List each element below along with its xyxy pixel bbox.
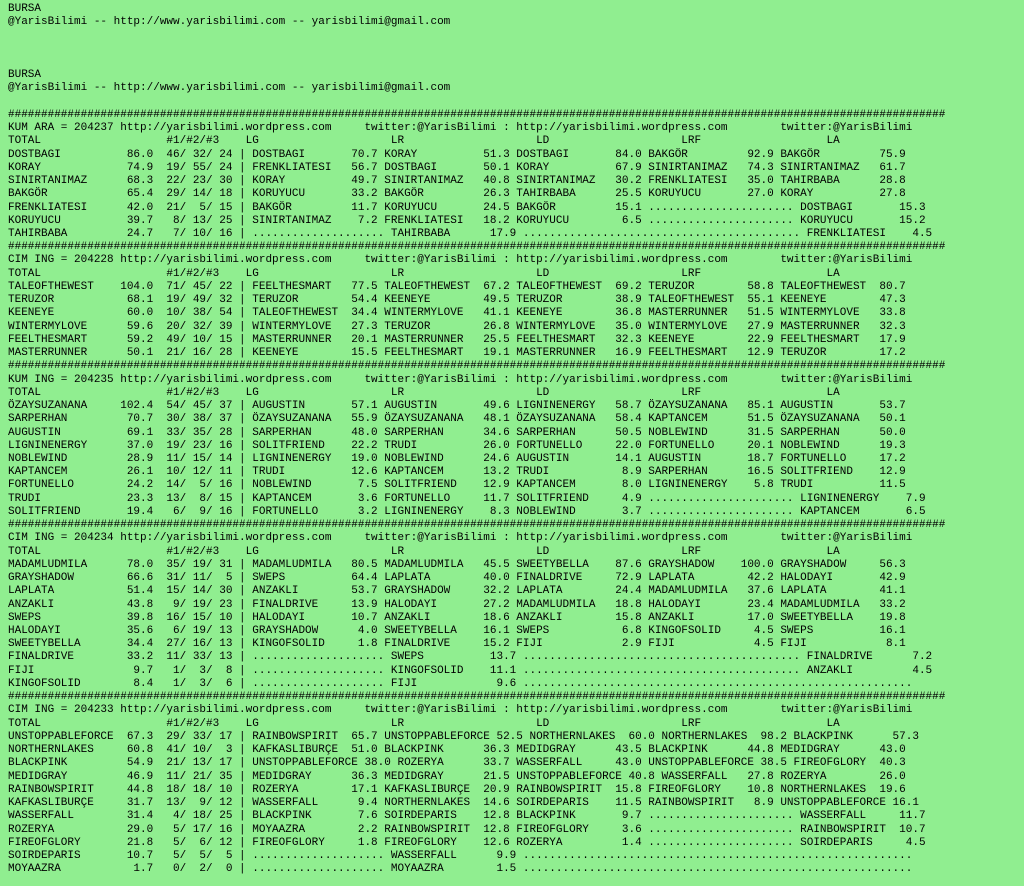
result-row: ÖZAYSUZANANA 102.4 54/ 45/ 37 | AUGUSTIN 57.1 AUGUSTIN 49.6 LIGNINENERGY 58.7 ÖZAYSUZANANA 85.1 AUGUSTIN 53.7 [8,400,906,413]
blank-line [8,96,945,109]
blank-line [8,56,945,69]
result-row: KEENEYE 60.0 10/ 38/ 54 | TALEOFTHEWEST 34.4 WINTERMYLOVE 41.1 KEENEYE 36.8 MASTERRUNNER 51.5 WINTERMYLOVE 33.8 [8,307,906,320]
result-row: KORAY 74.9 19/ 55/ 24 | FRENKLIATESI 56.7 DOSTBAGI 50.1 KORAY 67.9 SINIRTANIMAZ 74.3 SINIRTANIMAZ 61.7 [8,161,906,174]
text-line: BURSA [8,3,42,15]
section-separator: ############################################################################################################################################## [8,691,946,704]
result-row: FIREOFGLORY 21.8 5/ 6/ 12 | FIREOFGLORY 1.8 FIREOFGLORY 12.6 ROZERYA 1.4 ...................... SOIRDEPARIS 4.5 [8,836,926,849]
result-row: DOSTBAGI 86.0 46/ 32/ 24 | DOSTBAGI 70.7 KORAY 51.3 DOSTBAGI 84.0 BAKGÖR 92.9 BAKGÖR 75.9 [8,148,906,161]
blank-line [8,43,945,56]
section-separator: ############################################################################################################################################## [8,519,946,532]
result-row: SARPERHAN 70.7 30/ 38/ 37 | ÖZAYSUZANANA 55.9 ÖZAYSUZANANA 48.1 ÖZAYSUZANANA 58.4 KAPTANCEM 51.5 ÖZAYSUZANANA 50.1 [8,413,906,426]
result-row: GRAYSHADOW 66.6 31/ 11/ 5 | SWEPS 64.4 LAPLATA 40.0 FINALDRIVE 72.9 LAPLATA 42.2 HALODAYI 42.9 [8,572,906,585]
column-header-row: TOTAL #1/#2/#3 LG LR LD LRF LA [8,717,840,730]
result-row: SOLITFRIEND 19.4 6/ 9/ 16 | FORTUNELLO 3.2 LIGNINENERGY 8.3 NOBLEWIND 3.7 ...................... KAPTANCEM 6.5 [8,505,926,518]
result-row: KINGOFSOLID 8.4 1/ 3/ 6 | .................... FIJI 9.6 ........................................................... [8,677,913,690]
result-row: MADAMLUDMILA 78.0 35/ 19/ 31 | MADAMLUDMILA 80.5 MADAMLUDMILA 45.5 SWEETYBELLA 87.6 GRAYSHADOW 100.0 GRAYSHADOW 56.3 [8,558,906,571]
result-row: FORTUNELLO 24.2 14/ 5/ 16 | NOBLEWIND 7.5 SOLITFRIEND 12.9 KAPTANCEM 8.0 LIGNINENERGY 5.8 TRUDI 11.5 [8,479,906,492]
race-header: CIM ING = 204233 http://yarisbilimi.wordpress.com twitter:@YarisBilimi : http://yarisbilimi.wordpress.com twitter:@YarisBilimi [8,704,913,717]
race-header: CIM ING = 204228 http://yarisbilimi.wordpress.com twitter:@YarisBilimi : http://yarisbilimi.wordpress.com twitter:@YarisBilimi [8,254,913,267]
text-line: @YarisBilimi -- http://www.yarisbilimi.com -- yarisbilimi@gmail.com [8,82,451,95]
race-header: KUM ARA = 204237 http://yarisbilimi.wordpress.com twitter:@YarisBilimi : http://yarisbilimi.wordpress.com twitter:@YarisBilimi [8,122,913,135]
result-row: BLACKPINK 54.9 21/ 13/ 17 | UNSTOPPABLEFORCE 38.0 ROZERYA 33.7 WASSERFALL 43.0 UNSTOPPABLEFORCE 38.5 FIREOFGLORY 40.3 [8,757,906,770]
race-header: KUM ING = 204235 http://yarisbilimi.wordpress.com twitter:@YarisBilimi : http://yarisbilimi.wordpress.com twitter:@YarisBilimi [8,373,913,386]
result-row: MOYAAZRA 1.7 0/ 2/ 0 | .................... MOYAAZRA 1.5 ........................................................... [8,863,913,876]
result-row: TALEOFTHEWEST 104.0 71/ 45/ 22 | FEELTHESMART 77.5 TALEOFTHEWEST 67.2 TALEOFTHEWEST 69.2 TERUZOR 58.8 TALEOFTHEWEST 80.7 [8,280,906,293]
result-row: UNSTOPPABLEFORCE 67.3 29/ 33/ 17 | RAINBOWSPIRIT 65.7 UNSTOPPABLEFORCE 52.5 NORTHERNLAKES 60.0 NORTHERNLAKES 98.2 BLACKPINK 57.3 [8,730,919,743]
text-line: @YarisBilimi -- http://www.yarisbilimi.com -- yarisbilimi@gmail.com [8,16,451,29]
column-header-row: TOTAL #1/#2/#3 LG LR LD LRF LA [8,386,840,399]
result-row: RAINBOWSPIRIT 44.8 18/ 18/ 10 | ROZERYA 17.1 KAFKASLIBURÇE 20.9 RAINBOWSPIRIT 15.8 FIREOFGLORY 10.8 NORTHERNLAKES 19.6 [8,783,906,796]
column-header-row: TOTAL #1/#2/#3 LG LR LD LRF LA [8,267,840,280]
result-row: MASTERRUNNER 50.1 21/ 16/ 28 | KEENEYE 15.5 FEELTHESMART 19.1 MASTERRUNNER 16.9 FEELTHESMART 12.9 TERUZOR 17.2 [8,347,906,360]
result-row: NORTHERNLAKES 60.8 41/ 10/ 3 | KAFKASLIBURÇE 51.0 BLACKPINK 36.3 MEDIDGRAY 43.5 BLACKPINK 44.8 MEDIDGRAY 43.0 [8,744,906,757]
result-row: FEELTHESMART 59.2 49/ 10/ 15 | MASTERRUNNER 20.1 MASTERRUNNER 25.5 FEELTHESMART 32.3 KEENEYE 22.9 FEELTHESMART 17.9 [8,333,906,346]
section-separator: ############################################################################################################################################## [8,241,946,254]
section-separator: ############################################################################################################################################## [8,108,946,121]
result-row: TRUDI 23.3 13/ 8/ 15 | KAPTANCEM 3.6 FORTUNELLO 11.7 SOLITFRIEND 4.9 ...................... LIGNINENERGY 7.9 [8,492,926,505]
result-row: AUGUSTIN 69.1 33/ 35/ 28 | SARPERHAN 48.0 SARPERHAN 34.6 SARPERHAN 50.5 NOBLEWIND 31.5 SARPERHAN 50.0 [8,426,906,439]
result-row: SOIRDEPARIS 10.7 5/ 5/ 5 | .................... WASSERFALL 9.9 ........................................................... [8,850,913,862]
result-row: SINIRTANIMAZ 68.3 22/ 23/ 30 | KORAY 49.7 SINIRTANIMAZ 40.8 SINIRTANIMAZ 30.2 FRENKLIATESI 35.0 TAHIRBABA 28.8 [8,175,906,188]
race-header: CIM ING = 204234 http://yarisbilimi.wordpress.com twitter:@YarisBilimi : http://yarisbilimi.wordpress.com twitter:@YarisBilimi [8,532,913,545]
result-row: WASSERFALL 31.4 4/ 18/ 25 | BLACKPINK 7.6 SOIRDEPARIS 12.8 BLACKPINK 9.7 ...................... WASSERFALL 11.7 [8,810,926,823]
result-row: MEDIDGRAY 46.9 11/ 21/ 35 | MEDIDGRAY 36.3 MEDIDGRAY 21.5 UNSTOPPABLEFORCE 40.8 WASSERFALL 27.8 ROZERYA 26.0 [8,770,906,783]
section-separator: ############################################################################################################################################## [8,360,946,373]
result-row: KORUYUCU 39.7 8/ 13/ 25 | SINIRTANIMAZ 7.2 FRENKLIATESI 18.2 KORUYUCU 6.5 ...................... KORUYUCU 15.2 [8,214,926,227]
column-header-row: TOTAL #1/#2/#3 LG LR LD LRF LA [8,135,840,148]
result-row: SWEETYBELLA 34.4 27/ 16/ 13 | KINGOFSOLID 1.8 FINALDRIVE 15.2 FIJI 2.9 FIJI 4.5 FIJI 8.1 [8,638,906,651]
result-row: FIJI 9.7 1/ 3/ 8 | .................... KINGOFSOLID 11.1 .......................................... ANZAKLI 4.5 [8,664,933,677]
result-row: FINALDRIVE 33.2 11/ 33/ 13 | .................... SWEPS 13.7 .......................................... FINALDRIVE 7.2 [8,651,933,664]
result-row: HALODAYI 35.6 6/ 19/ 13 | GRAYSHADOW 4.0 SWEETYBELLA 16.1 SWEPS 6.8 KINGOFSOLID 4.5 SWEPS 16.1 [8,625,906,638]
result-row: KAFKASLIBURÇE 31.7 13/ 9/ 12 | WASSERFALL 9.4 NORTHERNLAKES 14.6 SOIRDEPARIS 11.5 RAINBOWSPIRIT 8.9 UNSTOPPABLEFORCE 16.1 [8,797,919,810]
blank-line [8,29,945,42]
result-row: BAKGÖR 65.4 29/ 14/ 18 | KORUYUCU 33.2 BAKGÖR 26.3 TAHIRBABA 25.5 KORUYUCU 27.0 KORAY 27.8 [8,188,906,201]
text-line: BURSA [8,69,42,82]
result-row: ANZAKLI 43.8 9/ 19/ 23 | FINALDRIVE 13.9 HALODAYI 27.2 MADAMLUDMILA 18.8 HALODAYI 23.4 MADAMLUDMILA 33.2 [8,598,906,611]
result-row: KAPTANCEM 26.1 10/ 12/ 11 | TRUDI 12.6 KAPTANCEM 13.2 TRUDI 8.9 SARPERHAN 16.5 SOLITFRIEND 12.9 [8,466,906,479]
result-row: FRENKLIATESI 42.0 21/ 5/ 15 | BAKGÖR 11.7 KORUYUCU 24.5 BAKGÖR 15.1 ...................... DOSTBAGI 15.3 [8,201,926,214]
result-row: ROZERYA 29.0 5/ 17/ 16 | MOYAAZRA 2.2 RAINBOWSPIRIT 12.8 FIREOFGLORY 3.6 ...................... RAINBOWSPIRIT 10.7 [8,823,926,836]
result-row: LIGNINENERGY 37.0 19/ 23/ 16 | SOLITFRIEND 22.2 TRUDI 26.0 FORTUNELLO 22.0 FORTUNELLO 20.1 NOBLEWIND 19.3 [8,439,906,452]
result-row: NOBLEWIND 28.9 11/ 15/ 14 | LIGNINENERGY 19.0 NOBLEWIND 24.6 AUGUSTIN 14.1 AUGUSTIN 18.7 FORTUNELLO 17.2 [8,452,906,465]
result-row: LAPLATA 51.4 15/ 14/ 30 | ANZAKLI 53.7 GRAYSHADOW 32.2 LAPLATA 24.4 MADAMLUDMILA 37.6 LAPLATA 41.1 [8,585,906,598]
result-row: TAHIRBABA 24.7 7/ 10/ 16 | .................... TAHIRBABA 17.9 .......................................... FRENKLIATESI 4.5 [8,227,933,240]
result-row: WINTERMYLOVE 59.6 20/ 32/ 39 | WINTERMYLOVE 27.3 TERUZOR 26.8 WINTERMYLOVE 35.0 WINTERMYLOVE 27.9 MASTERRUNNER 32.3 [8,320,906,333]
column-header-row: TOTAL #1/#2/#3 LG LR LD LRF LA [8,545,840,558]
result-row: TERUZOR 68.1 19/ 49/ 32 | TERUZOR 54.4 KEENEYE 49.5 TERUZOR 38.9 TALEOFTHEWEST 55.1 KEENEYE 47.3 [8,294,906,307]
result-row: SWEPS 39.8 16/ 15/ 10 | HALODAYI 10.7 ANZAKLI 18.6 ANZAKLI 15.8 ANZAKLI 17.0 SWEETYBELLA 19.8 [8,611,906,624]
race-report-text [8,3,945,876]
